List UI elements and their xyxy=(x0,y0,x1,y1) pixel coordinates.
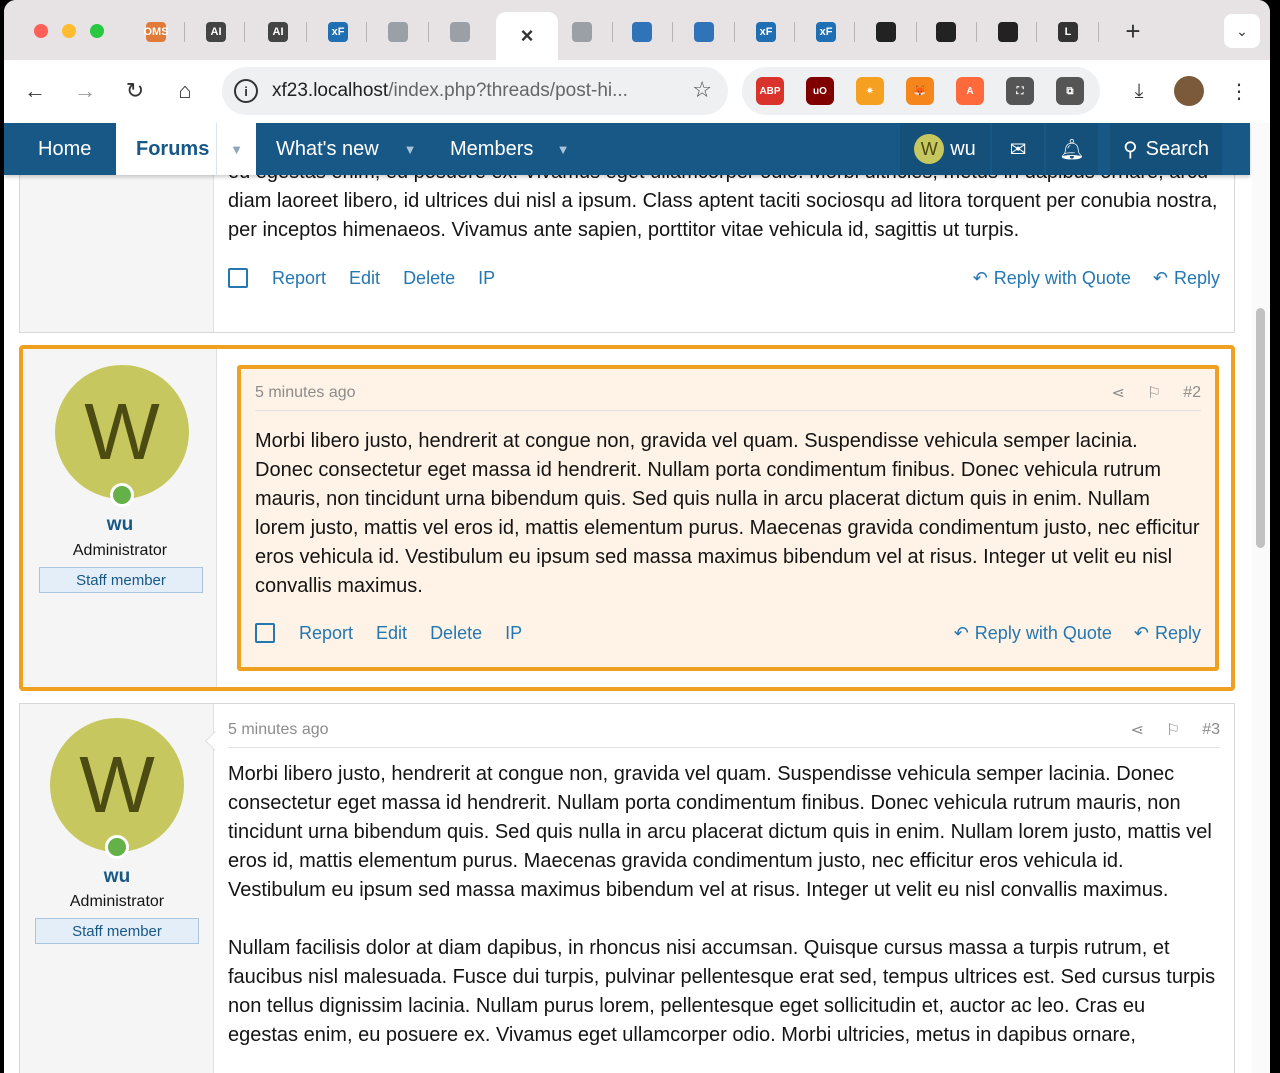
tab-separator xyxy=(672,22,673,42)
reply-arrow-icon: ↶ xyxy=(972,267,988,288)
favicon-icon: OMS xyxy=(146,22,166,42)
nav-whats-new[interactable]: What's new xyxy=(276,137,379,160)
back-button[interactable] xyxy=(20,76,50,106)
tab-separator xyxy=(306,22,307,42)
delete-link[interactable]: Delete xyxy=(403,267,456,288)
tab-separator xyxy=(976,22,977,42)
post-2-user-title: Administrator xyxy=(72,542,168,559)
page-scrollbar[interactable] xyxy=(1252,123,1270,1073)
url-text[interactable]: xf23.localhost/index.php?threads/post-hi... xyxy=(272,80,628,101)
home-button[interactable] xyxy=(170,76,200,106)
ip-link[interactable]: IP xyxy=(478,267,496,288)
post-3-time[interactable]: 5 minutes ago xyxy=(228,720,329,738)
home-icon: ⌂ xyxy=(178,78,192,103)
tab-separator xyxy=(366,22,367,42)
browser-tab[interactable] xyxy=(864,12,908,52)
tab-separator xyxy=(184,22,185,42)
post-3-number[interactable]: #3 xyxy=(1202,721,1220,738)
browser-tab[interactable] xyxy=(986,12,1030,52)
post-2-avatar[interactable]: W xyxy=(55,365,189,499)
post-2-highlight xyxy=(19,345,1235,691)
extension-icon[interactable]: A xyxy=(956,77,984,105)
post-3-message: Morbi libero justo, hendrerit at congue non, gravida vel quam. Suspendisse vehicula semper lacinia. Donec consectetur eget massa id hendrerit. Nullam porta condimentum finibus. Donec vehicula rutrum mauris, non tincidunt urna bibendum quis. Sed quis nulla in arcu placerat dictum quis in enim. Nullam lorem justo, mattis vel eros id, mattis elementum purus. Maecenas gravida condimentum justo, nec efficitur eros vehicula id. Vestibulum eu ipsum sed massa maximus bibendum vel at risus. Integer ut velit eu nisl convallis maximus. Nullam facilisis dolor at diam dapibus, in rhoncus nisi accumsan. Quisque cursus massa a turpis rutrum, et faucibus nisl malesuada. Fusce dui turpis, pulvinar pellentesque erat sed, tempus ultrices est. Sed cursus turpis non tellus dignissim lacinia. Nullam purus lorem, pellentesque eget sollicitudin et, auctor ac leo. Cras eu egestas enim, eu posuere ex. Vivamus eget ullamcorper odio. Morbi ultricies, metus in dapibus ornare, xyxy=(228,763,1216,1046)
reply-with-quote-link[interactable]: ↶ Reply with Quote xyxy=(953,622,1112,643)
reload-icon: ↻ xyxy=(125,78,145,103)
tab-strip xyxy=(4,0,1270,60)
forum-nav-bar xyxy=(4,123,1250,175)
favicon-icon xyxy=(388,22,408,42)
close-window-button[interactable] xyxy=(34,24,48,38)
extension-icon[interactable]: ⛶ xyxy=(1006,77,1034,105)
favicon-icon: xF xyxy=(756,22,776,42)
share-icon[interactable]: ⋖ xyxy=(1130,722,1144,739)
reply-arrow-icon: ↶ xyxy=(1152,267,1168,288)
ip-link[interactable]: IP xyxy=(505,622,523,643)
search-button[interactable]: ⚲ Search xyxy=(1110,123,1222,175)
favicon-icon: xF xyxy=(816,22,836,42)
scrollbar-thumb[interactable] xyxy=(1256,308,1265,548)
browser-tab[interactable] xyxy=(924,12,968,52)
bookmark-icon[interactable]: ⚐ xyxy=(1165,722,1181,739)
bookmark-star-icon[interactable]: ☆ xyxy=(692,77,712,102)
tab-separator xyxy=(854,22,855,42)
post-3-username[interactable]: wu xyxy=(103,866,131,887)
browser-toolbar xyxy=(4,60,1270,123)
post-2-actions xyxy=(255,618,1201,648)
tab-separator xyxy=(734,22,735,42)
tab-separator xyxy=(1036,22,1037,42)
favicon-icon xyxy=(632,22,652,42)
extensions-bar xyxy=(742,67,1100,115)
tab-separator xyxy=(612,22,613,42)
nav-home[interactable]: Home xyxy=(38,137,92,160)
address-bar[interactable] xyxy=(222,67,728,115)
account-menu[interactable]: W wu xyxy=(900,123,990,175)
favicon-icon: AI xyxy=(268,22,288,42)
browser-tab[interactable] xyxy=(194,12,238,52)
post-2-meta xyxy=(255,375,1201,411)
chevron-down-icon: ⌄ xyxy=(1236,22,1248,39)
favicon-icon: L xyxy=(1058,22,1078,42)
browser-tab[interactable] xyxy=(256,12,300,52)
report-link[interactable]: Report xyxy=(299,622,354,643)
browser-tab[interactable] xyxy=(620,12,664,52)
post-2-number[interactable]: #2 xyxy=(1183,384,1201,401)
share-icon[interactable]: ⋖ xyxy=(1111,385,1125,402)
whats-new-dropdown-icon[interactable]: ▼ xyxy=(403,141,417,157)
extension-icon[interactable]: uO xyxy=(806,77,834,105)
nav-avatar: W xyxy=(914,134,944,164)
reply-arrow-icon: ↶ xyxy=(1133,622,1149,643)
favicon-icon xyxy=(876,22,896,42)
tab-separator xyxy=(794,22,795,42)
favicon-icon: xF xyxy=(328,22,348,42)
favicon-icon xyxy=(936,22,956,42)
browser-tab[interactable] xyxy=(804,12,848,52)
tab-separator xyxy=(428,22,429,42)
post-2-username[interactable]: wu xyxy=(106,514,134,535)
tab-separator xyxy=(916,22,917,42)
inbox-icon[interactable]: ✉ xyxy=(992,123,1044,175)
post-1-message: diam laoreet libero, id ultrices dui nisl a ipsum. Class aptent taciti sociosqu ad litora torquent per conubia nostra, per inceptos himenaeos. Vivamus ante sapien, porttitor vitae vehicula id, sagittis ut turpis. xyxy=(228,190,1218,241)
page-content xyxy=(4,123,1252,1073)
search-icon: ⚲ xyxy=(1122,138,1138,161)
reload-button[interactable] xyxy=(120,76,150,106)
post-3-meta xyxy=(228,712,1220,748)
minimize-window-button[interactable] xyxy=(62,24,76,38)
nav-members[interactable]: Members xyxy=(450,137,534,160)
favicon-icon xyxy=(998,22,1018,42)
post-3-avatar[interactable]: W xyxy=(50,718,184,852)
tab-separator xyxy=(244,22,245,42)
site-info-icon[interactable]: i xyxy=(234,79,258,103)
post-2-select-checkbox[interactable] xyxy=(255,623,275,643)
post-2-user-column xyxy=(23,349,217,687)
post-2-time[interactable]: 5 minutes ago xyxy=(255,383,356,401)
edit-link[interactable]: Edit xyxy=(376,622,408,643)
post-3-user-title: Administrator xyxy=(69,893,165,910)
browser-tab[interactable] xyxy=(744,12,788,52)
browser-tab[interactable] xyxy=(316,12,360,52)
favicon-icon xyxy=(450,22,470,42)
favicon-icon xyxy=(572,22,592,42)
zoom-window-button[interactable] xyxy=(90,24,104,38)
forward-button[interactable] xyxy=(70,76,100,106)
post-2-message-box xyxy=(237,365,1219,671)
browser-tab[interactable] xyxy=(134,12,178,52)
browser-tab[interactable] xyxy=(496,12,558,60)
browser-window xyxy=(4,0,1270,1073)
reply-link[interactable]: ↶ Reply xyxy=(1152,267,1220,288)
profile-avatar[interactable] xyxy=(1174,76,1204,106)
browser-tab[interactable] xyxy=(682,12,726,52)
online-status-icon xyxy=(105,835,129,859)
tab-separator xyxy=(1098,22,1099,42)
post-3 xyxy=(19,703,1235,1073)
staff-banner: Staff member xyxy=(35,918,199,944)
post-3-user-column xyxy=(20,704,214,1073)
online-status-icon xyxy=(110,483,134,507)
forums-dropdown-icon[interactable]: ▼ xyxy=(216,123,256,175)
arrow-right-icon: → xyxy=(74,78,96,103)
post-1-actions xyxy=(228,263,1220,293)
more-menu-icon[interactable]: ⋮ xyxy=(1229,80,1249,103)
reply-arrow-icon: ↶ xyxy=(953,622,969,643)
post-2-message: Morbi libero justo, hendrerit at congue non, gravida vel quam. Suspendisse vehicula semper lacinia. Donec consectetur eget massa id hendrerit. Nullam porta condimentum finibus. Donec vehicula rutrum mauris, non tincidunt urna bibendum quis. Sed quis nulla in arcu placerat dictum quis in enim. Nullam lorem justo, mattis vel eros id, mattis elementum purus. Maecenas gravida condimentum justo, nec efficitur eros vehicula id. Vestibulum eu ipsum sed massa maximus bibendum vel at risus. Integer ut velit eu nisl convallis maximus. xyxy=(255,430,1200,597)
browser-tab[interactable] xyxy=(438,12,482,52)
browser-tab[interactable] xyxy=(1046,12,1090,52)
nav-forums[interactable]: Forums xyxy=(116,123,216,175)
alerts-bell-icon[interactable]: 🔔︎ xyxy=(1046,123,1098,175)
browser-tab[interactable] xyxy=(560,12,604,52)
extension-icon[interactable]: 🦊 xyxy=(906,77,934,105)
delete-link[interactable]: Delete xyxy=(430,622,483,643)
reply-link[interactable]: ↶ Reply xyxy=(1133,622,1201,643)
favicon-icon xyxy=(694,22,714,42)
tab-search-button[interactable] xyxy=(1224,14,1260,48)
edit-link[interactable]: Edit xyxy=(349,267,381,288)
report-link[interactable]: Report xyxy=(272,267,327,288)
extension-icon[interactable]: ⧉ xyxy=(1056,77,1084,105)
extension-icon[interactable]: ✷ xyxy=(856,77,884,105)
download-icon[interactable]: ⤓ xyxy=(1134,79,1144,102)
reply-with-quote-link[interactable]: ↶ Reply with Quote xyxy=(972,267,1131,288)
staff-banner: Staff member xyxy=(39,567,203,593)
extension-icon[interactable]: ABP xyxy=(756,77,784,105)
new-tab-button[interactable]: + xyxy=(1125,15,1141,46)
close-tab-icon: × xyxy=(520,23,534,48)
members-dropdown-icon[interactable]: ▼ xyxy=(556,141,570,157)
favicon-icon: AI xyxy=(206,22,226,42)
post-1-select-checkbox[interactable] xyxy=(228,268,248,288)
browser-tab[interactable] xyxy=(376,12,420,52)
bookmark-icon[interactable]: ⚐ xyxy=(1146,385,1162,402)
arrow-left-icon: ← xyxy=(24,78,46,103)
